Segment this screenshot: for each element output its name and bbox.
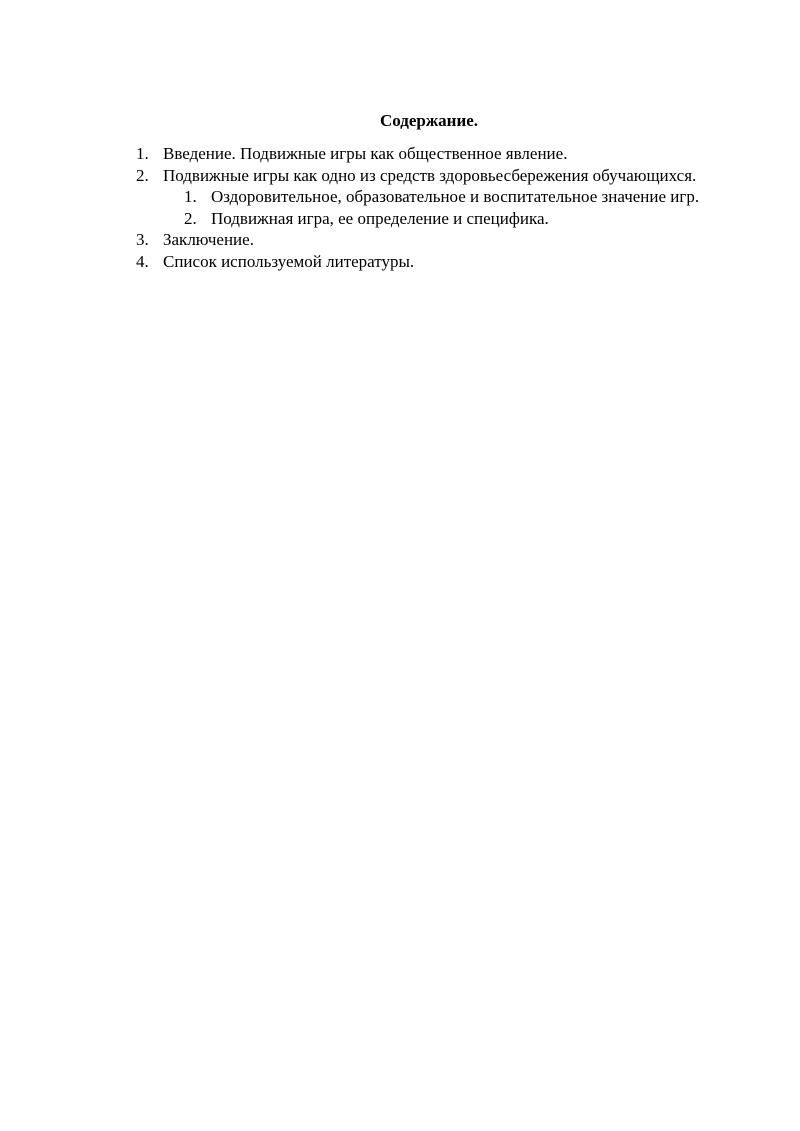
toc-item-text: Заключение. <box>163 230 254 249</box>
toc-subitem-2-2 <box>184 208 743 230</box>
toc-subitem-2-1 <box>184 186 743 208</box>
page-title: Содержание. <box>379 111 479 130</box>
toc-item-2 <box>136 165 743 187</box>
toc-item-number: 3. <box>136 230 149 249</box>
toc-item-number: 1. <box>184 187 197 206</box>
toc-item-text: Введение. Подвижные игры как общественное явление. <box>163 144 568 163</box>
toc-item-number: 1. <box>136 144 149 163</box>
toc-item-text: Подвижная игра, ее определение и специфика. <box>211 208 549 228</box>
toc-item-3 <box>136 229 743 251</box>
toc-item-4 <box>136 251 743 273</box>
toc-item-text: Список используемой литературы. <box>163 251 415 271</box>
toc-item-text: Оздоровительное, образовательное и воспитательное значение игр. <box>211 187 700 206</box>
toc-item-number: 2. <box>184 208 197 228</box>
toc-item-1 <box>136 143 743 165</box>
toc-item-number: 2. <box>136 165 149 185</box>
toc-item-text: Подвижные игры как одно из средств здоровьесбережения обучающихся. <box>163 165 697 185</box>
table-of-contents <box>136 143 743 272</box>
toc-item-number: 4. <box>136 251 149 271</box>
